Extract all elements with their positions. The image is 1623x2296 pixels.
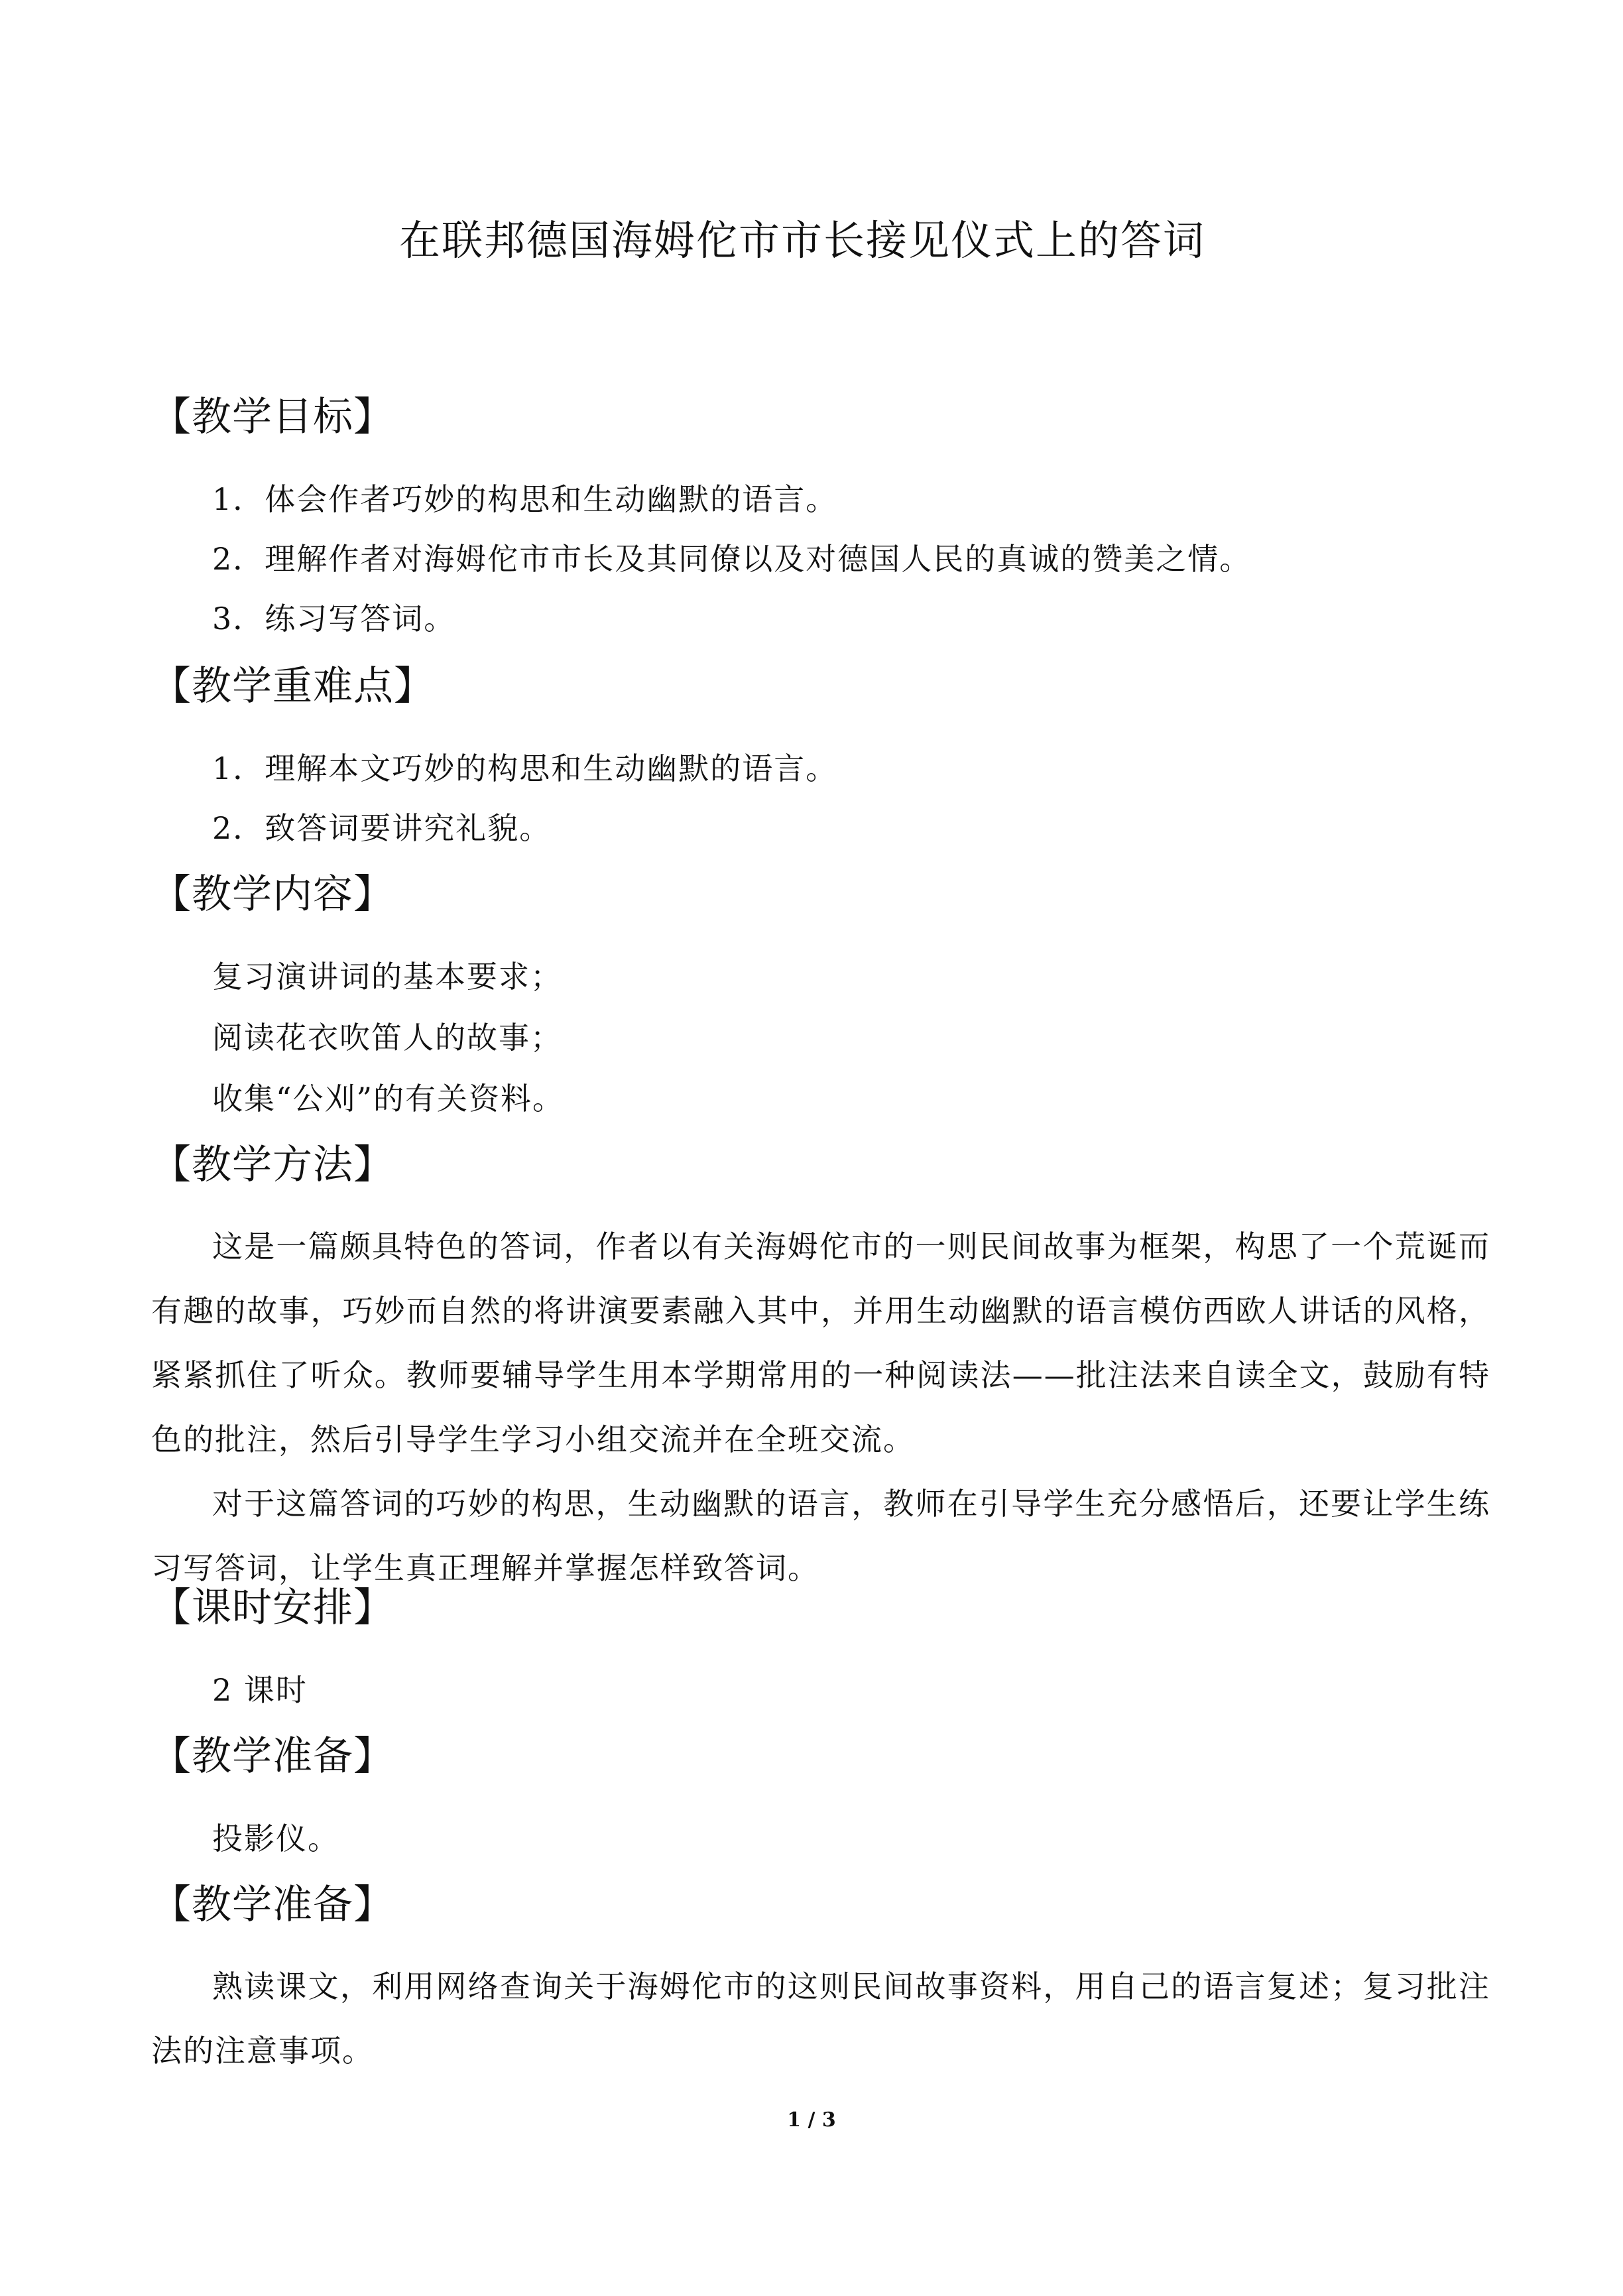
objective-item-1: 1．体会作者巧妙的构思和生动幽默的语言。 <box>212 481 838 517</box>
key-point-item-2: 2．致答词要讲究礼貌。 <box>212 810 552 846</box>
objective-item-3: 3．练习写答词。 <box>212 601 456 636</box>
content-item-1: 复习演讲词的基本要求； <box>212 959 562 995</box>
schedule-heading: 【课时安排】 <box>151 1585 394 1631</box>
content-item-3: 收集“公刈”的有关资料。 <box>212 1081 565 1117</box>
methods-heading: 【教学方法】 <box>151 1142 394 1188</box>
page-number: 1 / 3 <box>787 2108 836 2132</box>
methods-paragraph-2: 对于这篇答词的巧妙的构思，生动幽默的语言，教师在引导学生充分感悟后，还要让学生练习写答词，让学生真正理解并掌握怎样致答词。 <box>151 1486 1490 1586</box>
content-item-2: 阅读花衣吹笛人的故事； <box>212 1020 562 1056</box>
content-heading: 【教学内容】 <box>151 871 394 918</box>
methods-paragraph-1: 这是一篇颇具特色的答词，作者以有关海姆佗市的一则民间故事为框架，构思了一个荒诞而有趣的故事，巧妙而自然的将讲演要素融入其中，并用生动幽默的语言模仿西欧人讲话的风格，紧紧抓住了听众。教师要辅导学生用本学期常用的一种阅读法——批注法来自读全文，鼓励有特色的批注，然后引导学生学习小组交流并在全班交流。 <box>151 1229 1490 1457</box>
objective-item-2: 2．理解作者对海姆佗市市长及其同僚以及对德国人民的真诚的赞美之情。 <box>212 541 1252 577</box>
preparation2-text: 熟读课文，利用网络查询关于海姆佗市的这则民间故事资料，用自己的语言复述；复习批注法的注意事项。 <box>151 1968 1490 2069</box>
objectives-heading: 【教学目标】 <box>151 394 394 440</box>
key-points-heading: 【教学重难点】 <box>151 663 434 709</box>
preparation-text: 投影仪。 <box>212 1821 339 1856</box>
schedule-text: 2 课时 <box>212 1672 308 1708</box>
document-title: 在联邦德国海姆佗市市长接见仪式上的答词 <box>398 216 1205 265</box>
preparation-heading: 【教学准备】 <box>151 1733 394 1780</box>
key-point-item-1: 1．理解本文巧妙的构思和生动幽默的语言。 <box>212 751 838 786</box>
preparation2-heading: 【教学准备】 <box>151 1882 394 1928</box>
